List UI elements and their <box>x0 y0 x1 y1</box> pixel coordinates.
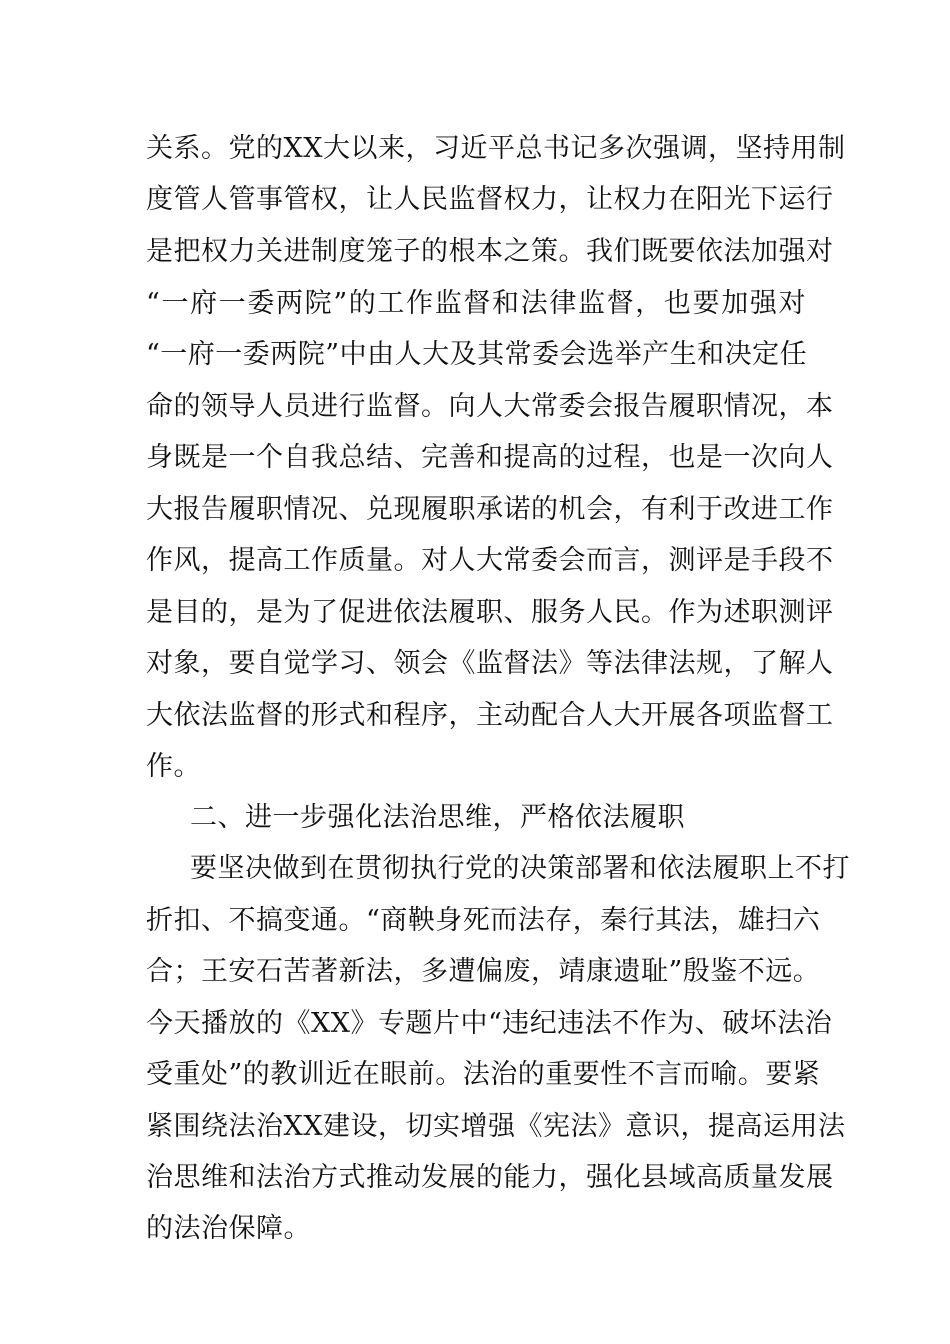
paragraph-line: 度管人管事管权，让人民监督权力，让权力在阳光下运行 <box>146 184 834 215</box>
paragraph-line: 的法治保障。 <box>146 1213 311 1244</box>
paragraph-line: 折扣、不搞变通。“商鞅身死而法存，秦行其法，雄扫六 <box>146 905 821 936</box>
paragraph-line: 作。 <box>146 751 201 782</box>
paragraph-line: 是目的，是为了促进依法履职、服务人民。作为述职测评 <box>146 597 834 628</box>
paragraph-line: 身既是一个自我总结、完善和提高的过程，也是一次向人 <box>146 442 834 473</box>
paragraph-line: 紧围绕法治XX建设，切实增强《宪法》意识，提高运用法 <box>146 1111 846 1142</box>
paragraph-line: 大依法监督的形式和程序，主动配合人大开展各项监督工 <box>146 700 834 731</box>
paragraph-line: “一府一委两院”中由人大及其常委会选举产生和决定任 <box>146 339 808 370</box>
paragraph-line: 关系。党的XX大以来，习近平总书记多次强调，坚持用制 <box>146 133 846 164</box>
section-heading: 二、进一步强化法治思维，严格依法履职 <box>190 802 685 833</box>
paragraph-line: 命的领导人员进行监督。向人大常委会报告履职情况，本 <box>146 391 834 422</box>
paragraph-line: 要坚决做到在贯彻执行党的决策部署和依法履职上不打 <box>190 853 850 884</box>
paragraph-line: 对象，要自觉学习、领会《监督法》等法律法规，了解人 <box>146 648 834 679</box>
paragraph-line: 大报告履职情况、兑现履职承诺的机会，有利于改进工作 <box>146 494 834 525</box>
paragraph-line: 治思维和法治方式推动发展的能力，强化县域高质量发展 <box>146 1162 834 1193</box>
paragraph-line: “一府一委两院”的工作监督和法律监督，也要加强对 <box>146 288 806 319</box>
paragraph-line: 是把权力关进制度笼子的根本之策。我们既要依法加强对 <box>146 236 834 267</box>
paragraph-line: 受重处”的教训近在眼前。法治的重要性不言而喻。要紧 <box>146 1059 821 1090</box>
paragraph-line: 合；王安石苦著新法，多遭偏废，靖康遗耻”殷鉴不远。 <box>146 956 821 987</box>
paragraph-line: 今天播放的《XX》专题片中“违纪违法不作为、破坏法治 <box>146 1008 833 1039</box>
paragraph-line: 作风，提高工作质量。对人大常委会而言，测评是手段不 <box>146 545 834 576</box>
